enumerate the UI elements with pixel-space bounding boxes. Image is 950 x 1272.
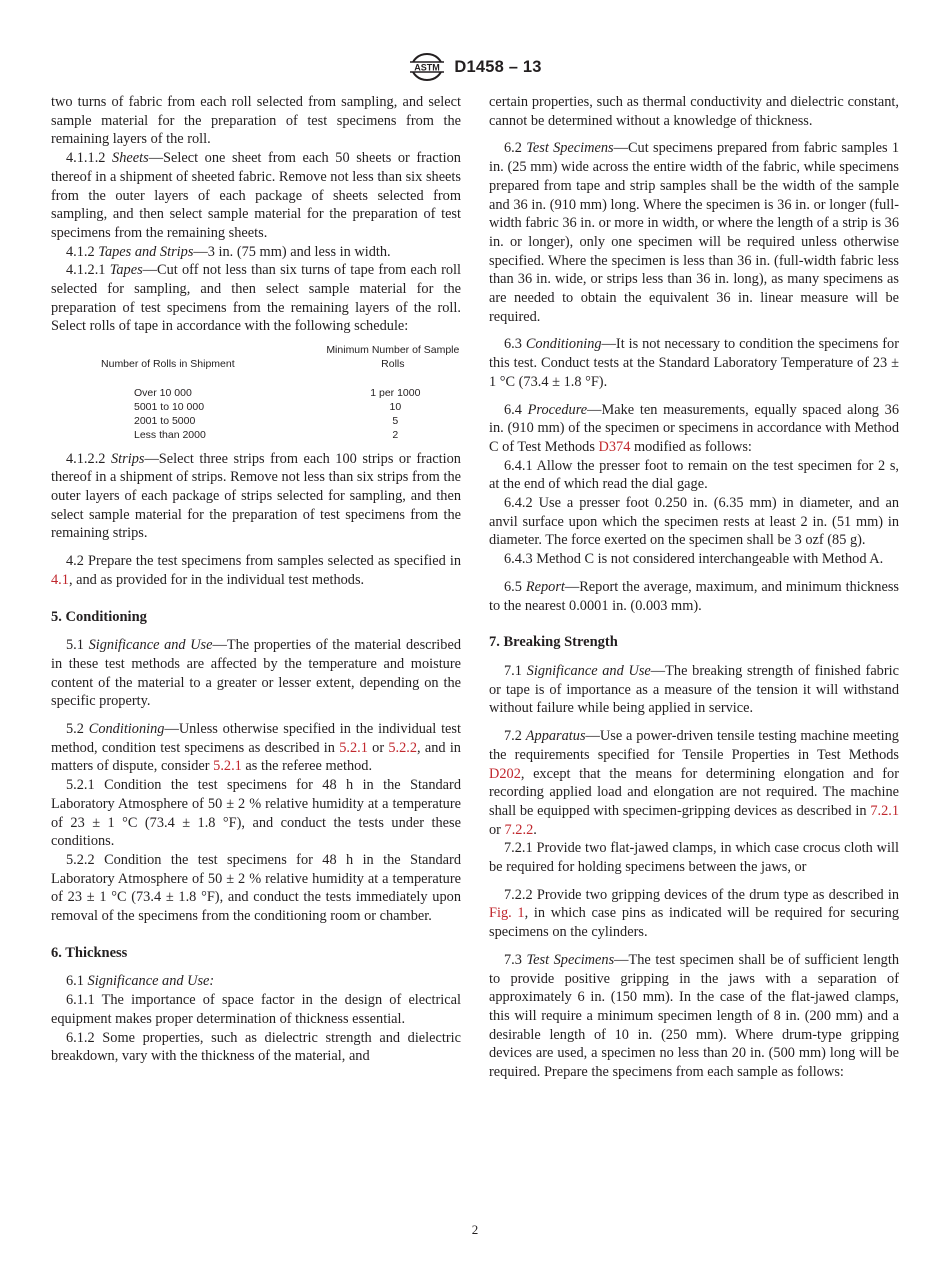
paragraph-4-2: 4.2 Prepare the test specimens from samples selected as specified in 4.1, and as provided for in the individual test methods. bbox=[51, 553, 461, 588]
link-5-2-1[interactable]: 5.2.1 bbox=[339, 739, 368, 756]
paragraph-continued: two turns of fabric from each roll selected from sampling, and select sample material for the preparation of test specimens from the remaining layers of the roll. bbox=[51, 94, 461, 148]
section-6-heading: 6. Thickness bbox=[51, 944, 128, 961]
table-col-header: Number of Rolls in Shipment bbox=[101, 358, 235, 371]
paragraph-6-1-1: 6.1.1 The importance of space factor in the design of electrical equipment makes proper determination of thickness essential. bbox=[51, 992, 461, 1027]
paragraph-6-3: 6.3 Conditioning—It is not necessary to condition the specimens for this test. Conduct tests at the Standard Laboratory Temperature of 23 ± 1 °C (73.4 ± 1.8 °F). bbox=[489, 336, 899, 390]
paragraph-6-4-3: 6.4.3 Method C is not considered interchangeable with Method A. bbox=[504, 551, 884, 568]
table-row: 2001 to 5000 5 bbox=[134, 414, 399, 427]
table-col-header: Minimum Number of Sample Rolls bbox=[326, 344, 460, 371]
link-5-2-2[interactable]: 5.2.2 bbox=[388, 739, 418, 756]
paragraph-6-2: 6.2 Test Specimens—Cut specimens prepared from fabric samples 1 in. (25 mm) wide across the entire width of the fabric, while specimens prepared from tape and strip samples shall be the width of the sample and 36 in. (910 mm) long. Where the specimen is 36 in. or longer (full-width fabric 36 in. or more in width, or where the length of a strip is 36 in. or longer), only one specimen will be required unless otherwise specified. Where the specimen is less than 36 in. (full-width fabric less than 36 in. wide, or strips less than 36 in. long), as many specimens as are needed to obtain the equivalent 36 in. linear measure will be required. bbox=[489, 140, 899, 325]
paragraph-6-4-1: 6.4.1 Allow the presser foot to remain on the test specimen for 2 s, at the end of which read the dial gage. bbox=[489, 457, 899, 493]
paragraph-7-2-1: 7.2.1 Provide two flat-jawed clamps, in which case crocus cloth will be required for holding specimens between the jaws, or bbox=[489, 840, 899, 876]
link-4-1[interactable]: 4.1 bbox=[51, 571, 69, 588]
paragraph-6-5: 6.5 Report—Report the average, maximum, and minimum thickness to the nearest 0.0001 in. (0.003 mm). bbox=[489, 578, 899, 614]
link-7-2-2[interactable]: 7.2.2 bbox=[504, 821, 534, 838]
paragraph-6-4-2: 6.4.2 Use a presser foot 0.250 in. (6.35 mm) in diameter, and an anvil surface upon which the specimen rests at least 2 in. (51 mm) in diameter. The force exerted on the specimen shall be 3 ozf (85 g). bbox=[489, 495, 899, 549]
paragraph-4-1-2: 4.1.2 Tapes and Strips—3 in. (75 mm) and less in width. bbox=[66, 243, 391, 260]
document-id: D1458 – 13 bbox=[454, 57, 542, 76]
paragraph-continued: certain properties, such as thermal conductivity and dielectric constant, cannot be determined without a knowledge of thickness. bbox=[489, 94, 899, 129]
paragraph-7-2-2: 7.2.2 Provide two gripping devices of the drum type as described in Fig. 1, in which case pins as indicated will be required for securing specimens on the cylinders. bbox=[489, 886, 900, 941]
link-d374[interactable]: D374 bbox=[598, 438, 631, 455]
link-5-2-1[interactable]: 5.2.1 bbox=[213, 758, 242, 775]
paragraph-5-2: 5.2 Conditioning—Unless otherwise specified in the individual test method, condition test specimens as described in 5.2.1 or 5.2.2, and in matters of dispute, consider 5.2.1 as the referee method. bbox=[51, 721, 461, 775]
paragraph-7-1: 7.1 Significance and Use—The breaking strength of finished fabric or tape is of importance as a measure of the tension it will withstand without failure while being applied in service. bbox=[489, 662, 899, 717]
astm-logo-icon bbox=[408, 52, 446, 82]
table-row: Less than 2000 2 bbox=[134, 428, 399, 441]
paragraph-6-1: 6.1 Significance and Use: bbox=[66, 973, 215, 990]
table-row: 5001 to 10 000 10 bbox=[134, 400, 402, 413]
page-number: 2 bbox=[471, 1222, 479, 1237]
paragraph-6-1-2: 6.1.2 Some properties, such as dielectric strength and dielectric breakdown, vary with the thickness of the material, and bbox=[51, 1029, 461, 1065]
paragraph-4-1-2-1: 4.1.2.1 Tapes—Cut off not less than six turns of tape from each roll selected for sampling, and then select sample material for the preparation of test specimens from the remaining layers of the roll. Select rolls of tape in accordance with the following schedule: bbox=[51, 262, 461, 335]
left-column bbox=[51, 93, 461, 1066]
paragraph-7-3: 7.3 Test Specimens—The test specimen shall be of sufficient length to provide positive gripping in the jaws with a separation of approximately 6 in. (150 mm). In the case of the flat-jawed clamps, this will require a minimum specimen length of 8 in. (200 mm) and a desirable length of 10 in. (250 mm). Where drum-type gripping devices are used, a specimen no less than 20 in. (500 mm) long will be required. Prepare the specimens from each sample as follows: bbox=[489, 951, 899, 1081]
table-row: Over 10 000 1 per 1000 bbox=[134, 386, 421, 399]
paragraph-5-1: 5.1 Significance and Use—The properties of the material described in these test methods are affected by the temperature and moisture content of the material to a greater or lesser extent, depending on the specific property. bbox=[51, 637, 461, 710]
rolls-schedule-table bbox=[51, 344, 461, 442]
paragraph-7-2: 7.2 Apparatus—Use a power-driven tensile testing machine meeting the requirements specified for Tensile Properties in Test Methods D202, except that the means for determining elongation and for recording applied load and elongation are not required. The machine shall be equipped with specimen-gripping devices as described in 7.2.1 or 7.2.2. bbox=[489, 728, 899, 838]
section-7-heading: 7. Breaking Strength bbox=[489, 634, 618, 651]
logo-text: ASTM bbox=[414, 62, 441, 73]
link-fig-1[interactable]: Fig. 1 bbox=[489, 905, 525, 922]
link-7-2-1[interactable]: 7.2.1 bbox=[870, 802, 899, 819]
paragraph-6-4: 6.4 Procedure—Make ten measurements, equally spaced along 36 in. (910 mm) of the specimen or specimens in accordance with Method C of Test Methods D374 modified as follows: bbox=[489, 401, 899, 455]
paragraph-4-1-2-2: 4.1.2.2 Strips—Select three strips from each 100 strips or fraction thereof in a shipment of strips. Remove not less than six strips from the outer layers of each package of strips selected for sampling, and then select sample material for the preparation of test specimens from the remaining strips. bbox=[51, 450, 461, 542]
page-header bbox=[0, 52, 950, 82]
paragraph-5-2-1: 5.2.1 Condition the test specimens for 48 h in the Standard Laboratory Atmosphere of 50 ± 2 % relative humidity at a temperature of 23 ± 1 °C (73.4 ± 1.8 °F), and conduct the tests under these conditions. bbox=[51, 777, 461, 850]
right-column bbox=[489, 93, 899, 1082]
paragraph-5-2-2: 5.2.2 Condition the test specimens for 48 h in the Standard Laboratory Atmosphere of 50 ± 2 % relative humidity at a temperature of 23 ± 1 °C (73.4 ± 1.8 °F), and conduct the tests immediately upon removal of the specimens from the conditioning room or chamber. bbox=[51, 851, 461, 925]
paragraph-4-1-1-2: 4.1.1.2 Sheets—Select one sheet from each 50 sheets or fraction thereof in a shipment of sheeted fabric. Remove not less than six sheets from the outer layers of each package of sheets selected from sampling, and then select sample material for the preparation of test specimens from the remaining sheets. bbox=[51, 150, 461, 241]
section-5-heading: 5. Conditioning bbox=[51, 608, 147, 625]
table-header-row bbox=[51, 344, 461, 387]
link-d202[interactable]: D202 bbox=[489, 765, 521, 782]
